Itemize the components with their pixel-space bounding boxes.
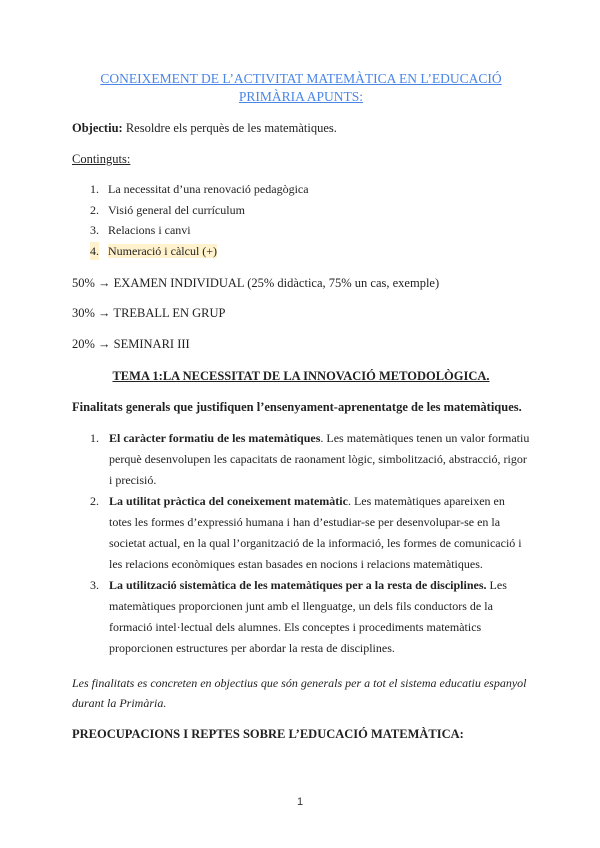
- topic-title: TEMA 1:LA NECESSITAT DE LA INNOVACIÓ METODOLÒGICA.: [112, 369, 490, 383]
- list-item-text: Relacions i canvi: [108, 223, 191, 237]
- objective-label: Objectiu:: [72, 121, 123, 135]
- list-item-highlighted: [90, 242, 309, 263]
- purpose-lead: El caràcter formatiu de les matemàtiques: [109, 431, 321, 445]
- contents-heading: Continguts:: [72, 152, 131, 166]
- list-item-text: La necessitat d’una renovació pedagògica: [108, 182, 309, 196]
- grading-line: 20% → SEMINARI III: [72, 337, 190, 351]
- purpose-lead: La utilització sistemàtica de les matemàtiques per a la resta de disciplines.: [109, 578, 487, 592]
- list-item: [90, 201, 309, 222]
- list-item: [90, 180, 309, 201]
- purposes-list: [90, 428, 530, 659]
- document-title: CONEIXEMENT DE L’ACTIVITAT MATEMÀTICA EN L’EDUCACIÓ PRIMÀRIA APUNTS:: [100, 71, 502, 104]
- list-item-number: 4.: [90, 243, 99, 258]
- list-item-number: 2.: [90, 494, 99, 508]
- purpose-lead: La utilitat pràctica del coneixement matemàtic: [109, 494, 348, 508]
- next-heading: PREOCUPACIONS I REPTES SOBRE L’EDUCACIÓ MATEMÀTICA:: [72, 727, 464, 741]
- list-item-text: Numeració i càlcul (+): [108, 243, 218, 258]
- contents-list: [90, 180, 309, 262]
- purpose-body: . Les matemàtiques apareixen en totes les formes d’expressió humana i han d’estudiar-se per desenvolupar-se en la societat actual, en la qual l’organització de la informació, les formes de comunicació i les relacions econòmiques estan basades en nocions i relacions matemàtiques.: [109, 494, 522, 571]
- closing-note: Les finalitats es concreten en objectius que són generals per a tot el sistema educatiu espanyol durant la Primària.: [72, 676, 527, 710]
- list-item-number: 1.: [90, 182, 99, 196]
- list-item-number: 2.: [90, 202, 99, 217]
- list-item: [90, 575, 530, 659]
- list-item-number: 3.: [90, 223, 99, 237]
- topic-subtitle: Finalitats generals que justifiquen l’ensenyament-aprenentatge de les matemàtiques.: [72, 400, 522, 414]
- list-item: [90, 428, 530, 491]
- grading-line: 30% → TREBALL EN GRUP: [72, 306, 226, 320]
- objective-line: [72, 120, 337, 136]
- list-item-number: 3.: [90, 578, 99, 592]
- list-item-number: 1.: [90, 431, 99, 445]
- list-item: [90, 221, 309, 242]
- purpose-body: Les matemàtiques proporcionen junt amb el llenguatge, un dels fils conductors de la formació intel·lectual dels alumnes. Els conceptes i procediments matemàtics proporcionen estructures per abordar la resta de disciplines.: [109, 578, 507, 655]
- list-item: [90, 491, 530, 575]
- objective-text: Resoldre els perquès de les matemàtiques.: [122, 121, 337, 135]
- page-number: 1: [296, 796, 304, 808]
- list-item-text: Visió general del currículum: [108, 202, 245, 217]
- purpose-body: . Les matemàtiques tenen un valor formatiu perquè desenvolupen les capacitats de raonament lògic, simbolització, abstracció, rigor i precisió.: [109, 431, 530, 487]
- grading-line: 50% → EXAMEN INDIVIDUAL (25% didàctica, 75% un cas, exemple): [72, 276, 440, 290]
